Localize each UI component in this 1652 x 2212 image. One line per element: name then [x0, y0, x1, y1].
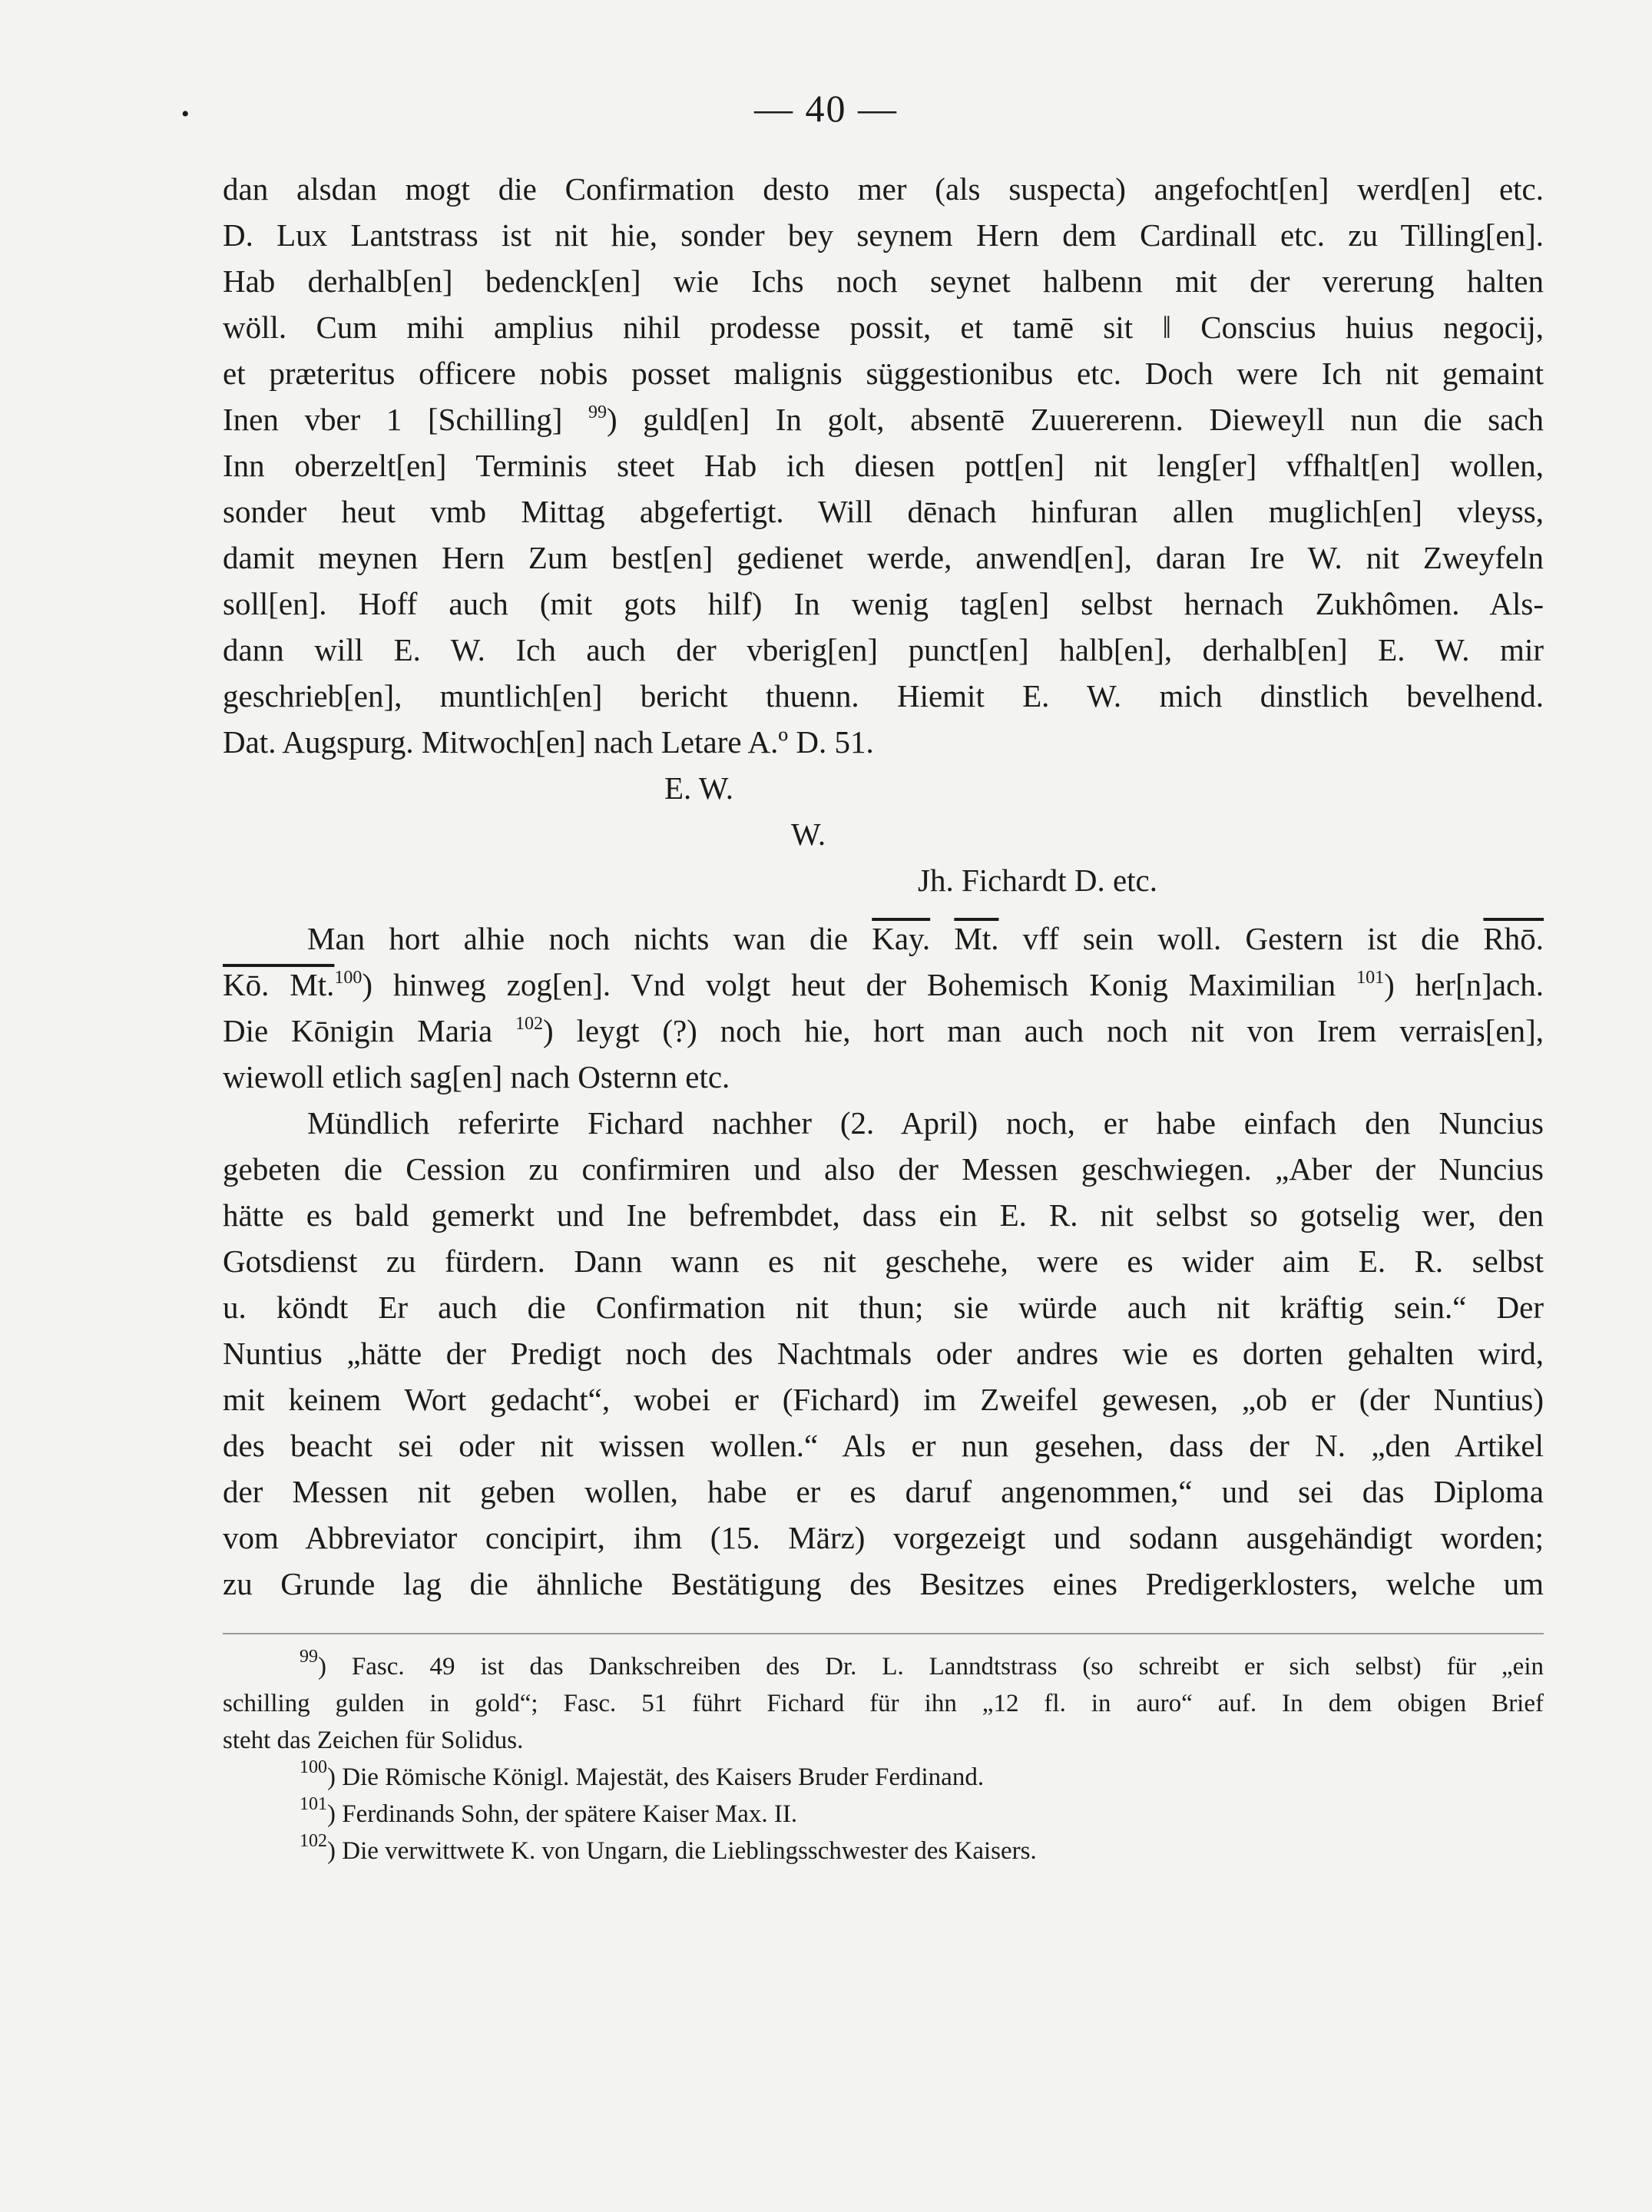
text-line: damit meynen Hern Zum best[en] gedienet werde, anwend[en], daran Ire W. nit Zweyfeln	[223, 540, 1544, 575]
abbreviation: Mt.	[954, 921, 999, 956]
footnote-ref-102: 102	[515, 1014, 544, 1034]
signature-w: W.	[791, 816, 826, 852]
text-segment	[930, 921, 954, 956]
text-line: u. köndt Er auch die Confirmation nit thun; sie würde auch nit kräftig sein.“ Der	[223, 1290, 1544, 1325]
text-line: Gotsdienst zu fürdern. Dann wann es nit geschehe, were es wider aim E. R. selbst	[223, 1243, 1544, 1279]
text-line: des beacht sei oder nit wissen wollen.“ Als er nun gesehen, dass der N. „den Artikel	[223, 1428, 1544, 1463]
text-segment: ) her[n]ach.	[1384, 967, 1544, 1002]
footnote-ref-100: 100	[334, 968, 363, 988]
footnote-number: 101	[300, 1794, 327, 1814]
text-line: soll[en]. Hoff auch (mit gots hilf) In wenig tag[en] selbst hernach Zukhômen. Als-	[223, 586, 1544, 621]
text-line: wöll. Cum mihi amplius nihil prodesse possit, et tamē sit ‖ Conscius huius negocij,	[223, 310, 1544, 345]
text-line: vom Abbreviator concipirt, ihm (15. März) vorgezeigt und sodann ausgehändigt worden;	[223, 1520, 1544, 1555]
paragraph-fichard-report	[223, 1100, 1544, 1607]
signature-salutation: E. W.	[664, 770, 733, 806]
text-line: sonder heut vmb Mittag abgefertigt. Will dēnach hinfuran allen muglich[en] vleyss,	[223, 494, 1544, 529]
text-segment: Man hort alhie noch nichts wan die	[307, 921, 872, 956]
text-line: D. Lux Lantstrass ist nit hie, sonder bey seynem Hern dem Cardinall etc. zu Tilling[en].	[223, 217, 1544, 253]
footnotes	[223, 1648, 1544, 1869]
date-line: Dat. Augspurg. Mitwoch[en] nach Letare A.º D. 51.	[223, 724, 874, 760]
text-line: mit keinem Wort gedacht“, wobei er (Fichard) im Zweifel gewesen, „ob er (der Nuntius)	[223, 1382, 1544, 1417]
text-segment: Inen vber 1 [Schilling]	[223, 402, 588, 437]
signature-name: Jh. Fichardt D. etc.	[918, 863, 1157, 898]
footnote-text: schilling gulden in gold“; Fasc. 51 führt Fichard für ihn „12 fl. in auro“ auf. In dem obigen Brief	[223, 1690, 1544, 1717]
text-segment: ) guld[en] In golt, absentē Zuuererenn. Dieweyll nun die sach	[606, 402, 1544, 437]
footnote-99	[223, 1648, 1544, 1685]
footnote-ref-99: 99	[588, 402, 607, 422]
footnote-divider	[223, 1633, 1544, 1634]
text-line: der Messen nit geben wollen, habe er es daruf angenommen,“ und sei das Diploma	[223, 1474, 1544, 1509]
text-line	[223, 916, 1544, 962]
text-line: dan alsdan mogt die Confirmation desto mer (als suspecta) angefocht[en] werd[en] etc.	[223, 171, 1544, 207]
text-line: zu Grunde lag die ähnliche Bestätigung des Besitzes eines Predigerklosters, welche um	[223, 1566, 1544, 1601]
text-line: Inn oberzelt[en] Terminis steet Hab ich diesen pott[en] nit leng[er] vffhalt[en] wollen,	[223, 448, 1544, 483]
text-line: Nuntius „hätte der Predigt noch des Nachtmals oder andres wie es dorten gehalten wird,	[223, 1336, 1544, 1371]
letter-text	[223, 166, 1544, 903]
footnote-102	[223, 1833, 1544, 1869]
text-line: Hab derhalb[en] bedenck[en] wie Ichs noch seynet halbenn mit der vererung halten	[223, 263, 1544, 299]
page-number: — 40 —	[754, 87, 898, 130]
footnote-text: ) Fasc. 49 ist das Dankschreiben des Dr. L. Lanndtstrass (so schreibt er sich selbst) für „ein	[318, 1653, 1544, 1681]
text-line	[223, 1008, 1544, 1054]
text-line: wiewoll etlich sag[en] nach Osternn etc.	[223, 1059, 730, 1094]
text-segment: ) leygt (?) noch hie, hort man auch noch nit von Irem verrais[en],	[543, 1013, 1544, 1048]
text-line	[223, 962, 1544, 1008]
abbreviation: Rhō.	[1483, 921, 1544, 956]
text-line: dann will E. W. Ich auch der vberig[en] punct[en] halb[en], derhalb[en] E. W. mir	[223, 632, 1544, 667]
footnote-ref-101: 101	[1356, 968, 1385, 988]
text-segment: Die Kōnigin Maria	[223, 1013, 516, 1048]
footnote-text: ) Die verwittwete K. von Ungarn, die Lieblingsschwester des Kaisers.	[327, 1837, 1037, 1865]
text-line: hätte es bald gemerkt und Ine befrembdet, dass ein E. R. nit selbst so gotselig wer, den	[223, 1197, 1544, 1233]
footnote-number: 100	[300, 1757, 327, 1777]
margin-mark: •	[181, 101, 190, 127]
footnote-number: 102	[300, 1831, 327, 1851]
text-line: geschrieb[en], muntlich[en] bericht thuenn. Hiemit E. W. mich dinstlich bevelhend.	[223, 678, 1544, 714]
text-line: Mündlich referirte Fichard nachher (2. April) noch, er habe einfach den Nuncius	[307, 1105, 1544, 1141]
paragraph-news	[223, 916, 1544, 1100]
abbreviation: Kay.	[872, 921, 931, 956]
footnote-text: ) Ferdinands Sohn, der spätere Kaiser Max. II.	[327, 1800, 798, 1828]
footnote-text: ) Die Römische Königl. Majestät, des Kaisers Bruder Ferdinand.	[327, 1763, 985, 1791]
footnote-100	[223, 1759, 1544, 1796]
text-line: gebeten die Cession zu confirmiren und also der Messen geschwiegen. „Aber der Nuncius	[223, 1151, 1544, 1187]
footnote-number: 99	[300, 1647, 318, 1667]
text-line: et præteritus officere nobis posset malignis süggestionibus etc. Doch were Ich nit gemaint	[223, 356, 1544, 391]
text-line	[223, 396, 1544, 442]
text-segment: vff sein woll. Gestern ist die	[998, 921, 1484, 956]
footnote-101	[223, 1796, 1544, 1833]
text-segment: ) hinweg zog[en]. Vnd volgt heut der Bohemisch Konig Maximilian	[362, 967, 1357, 1002]
abbreviation: Kō. Mt.	[223, 967, 335, 1002]
footnote-text: steht das Zeichen für Solidus.	[223, 1727, 524, 1754]
